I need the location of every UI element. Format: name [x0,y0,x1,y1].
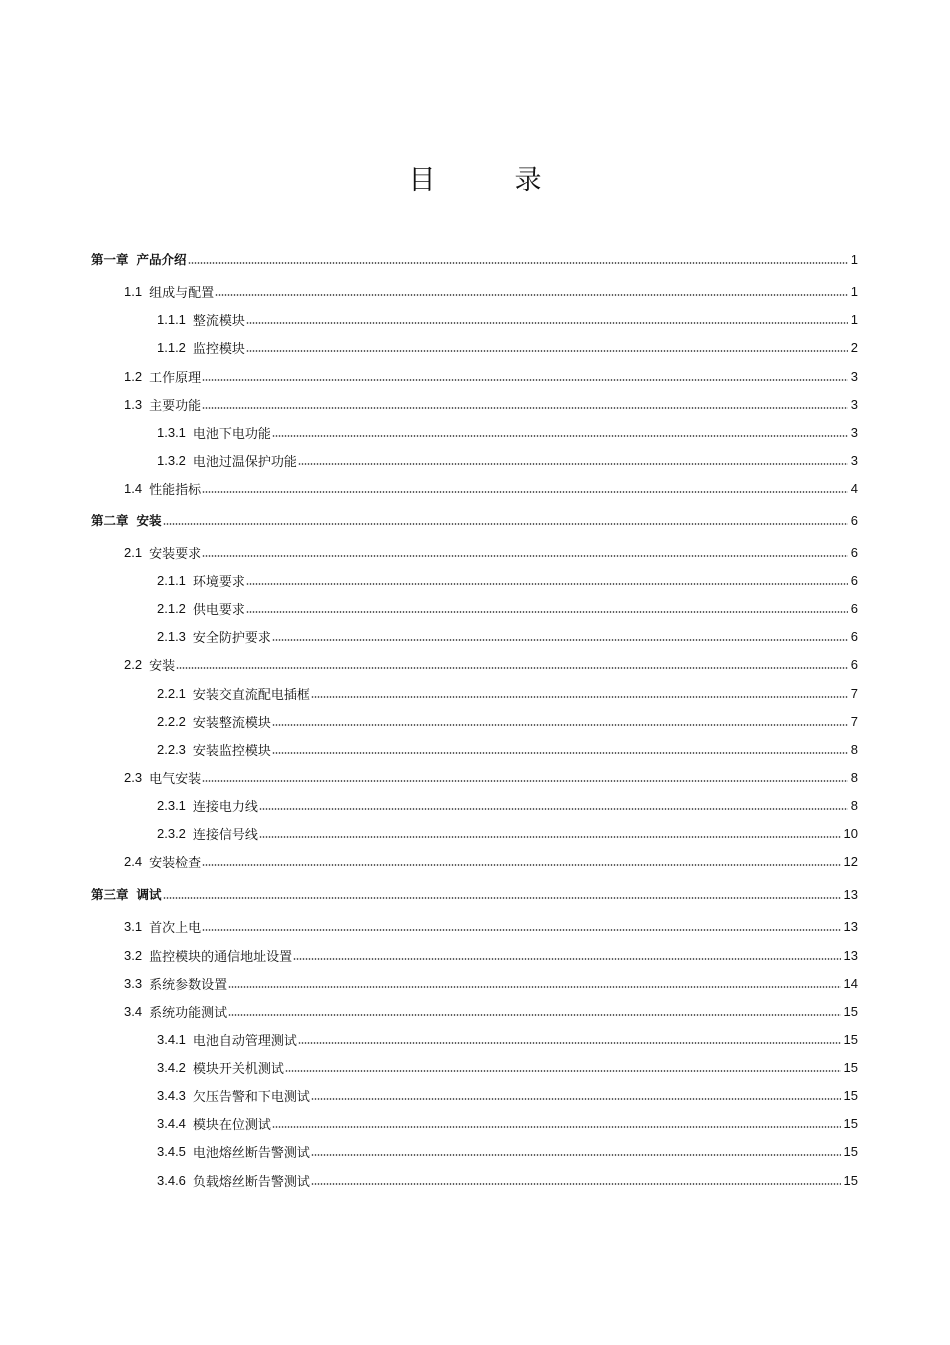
toc-entry-number: 2.3 [124,769,143,785]
dot-leader [188,262,848,264]
toc-entry-title: 安装检查 [149,855,202,871]
toc-entry-title: 安全防护要求 [192,630,271,646]
dot-leader [202,555,848,557]
toc-entry-title: 连接电力线 [192,799,258,815]
dot-leader [163,523,848,525]
dot-leader [272,639,848,641]
dot-leader [259,836,841,838]
toc-entry[interactable] [124,542,858,562]
toc-entry-number: 第一章 [91,253,129,267]
toc-entry[interactable] [124,281,858,301]
toc-entry-number: 3.4.5 [157,1143,186,1159]
toc-entry-title: 电池自动管理测试 [192,1033,297,1049]
toc-entry-number: 1.3.2 [157,452,186,468]
toc-entry-title: 产品介绍 [136,252,187,267]
toc-entry-title: 电气安装 [149,771,202,787]
dot-leader [246,350,848,352]
toc-entry-number: 3.4 [124,1003,143,1019]
dot-leader [311,1183,841,1185]
toc-entry[interactable] [157,1057,858,1077]
toc-page-number: 6 [850,656,858,672]
toc-entry-number: 3.4.1 [157,1031,186,1047]
dot-leader [272,752,848,754]
toc-page-number: 4 [850,480,858,496]
dot-leader [202,407,848,409]
toc-entry[interactable] [157,570,858,590]
toc-page-number: 1 [850,251,858,267]
toc-entry[interactable] [124,394,858,414]
toc-entry-title: 连接信号线 [192,827,258,843]
toc-entry[interactable] [157,598,858,618]
dot-leader [202,864,840,866]
toc-page-number: 3 [850,424,858,440]
toc-entry-number: 第二章 [91,514,129,528]
toc-entry[interactable] [157,739,858,759]
toc-entry-title: 安装整流模块 [192,715,271,731]
toc-entry-title: 安装交直流配电插框 [192,687,310,703]
toc-page-number: 15 [843,1143,858,1159]
dot-leader [202,929,840,931]
toc-page-number: 1 [850,311,858,327]
dot-leader [272,1126,841,1128]
toc-page-number: 15 [843,1003,858,1019]
toc-entry-title: 工作原理 [149,370,202,386]
dot-leader [228,1014,840,1016]
toc-page-number: 8 [850,797,858,813]
toc-page-number: 14 [843,975,858,991]
toc-entry[interactable] [157,823,858,843]
toc-entry-number: 1.2 [124,368,143,384]
toc-page-number: 13 [843,947,858,963]
toc-entry-title: 组成与配置 [149,285,215,301]
toc-entry-number: 2.1.2 [157,600,186,616]
toc-entry[interactable] [124,478,858,498]
toc-entry-title: 主要功能 [149,398,202,414]
toc-page-number: 6 [850,544,858,560]
toc-entry-title: 环境要求 [192,574,245,590]
toc-entry-title: 电池下电功能 [192,426,271,442]
toc-entry[interactable] [157,1113,858,1133]
toc-page-number: 7 [850,685,858,701]
dot-leader [293,958,840,960]
dot-leader [202,780,848,782]
dot-leader [298,1042,841,1044]
toc-entry-title: 监控模块 [192,341,245,357]
page-title: 目 录 [408,165,568,196]
toc-page-number: 1 [850,283,858,299]
toc-entry-number: 第三章 [91,888,129,902]
toc-entry-title: 安装 [149,658,176,674]
toc-entry-number: 2.2 [124,656,143,672]
toc-entry-title: 首次上电 [149,920,202,936]
toc-entry-number: 2.3.1 [157,797,186,813]
toc-page-number: 12 [843,853,858,869]
toc-entry-title: 模块开关机测试 [192,1061,284,1077]
toc-entry[interactable] [124,1001,858,1021]
toc-entry-number: 1.3.1 [157,424,186,440]
toc-entry[interactable] [124,973,858,993]
toc-page-number: 6 [850,628,858,644]
toc-entry-number: 2.1 [124,544,143,560]
toc-entry[interactable] [157,337,858,357]
toc-entry[interactable] [157,309,858,329]
toc-entry-title: 安装监控模块 [192,743,271,759]
dot-leader [228,986,840,988]
dot-leader [272,435,848,437]
toc-entry-number: 3.4.6 [157,1172,186,1188]
toc-page-number: 8 [850,741,858,757]
toc-entry-number: 2.3.2 [157,825,186,841]
toc-entry-number: 3.2 [124,947,143,963]
toc-page-number: 8 [850,769,858,785]
toc-page-number: 13 [843,886,858,902]
toc-entry[interactable] [157,683,858,703]
toc-entry-number: 2.2.1 [157,685,186,701]
toc-entry-title: 调试 [136,887,162,902]
dot-leader [202,379,848,381]
toc-page-number: 15 [843,1087,858,1103]
toc-entry-title: 电池熔丝断告警测试 [192,1145,310,1161]
toc-page-number: 3 [850,452,858,468]
toc-entry[interactable] [124,945,858,965]
toc-entry-number: 3.1 [124,918,143,934]
toc-entry[interactable] [157,795,858,815]
toc-entry[interactable] [157,450,858,470]
dot-leader [246,583,848,585]
dot-leader [285,1070,841,1072]
dot-leader [298,463,848,465]
dot-leader [311,696,848,698]
toc-page-number: 6 [850,572,858,588]
toc-page-number: 7 [850,713,858,729]
dot-leader [246,611,848,613]
toc-entry-title: 安装 [136,513,162,528]
toc-entry[interactable] [157,1141,858,1161]
toc-entry[interactable] [124,851,858,871]
toc-entry-number: 3.4.4 [157,1115,186,1131]
toc-entry-title: 电池过温保护功能 [192,454,297,470]
toc-entry[interactable] [157,1170,858,1190]
toc-entry-number: 2.4 [124,853,143,869]
toc-entry-number: 1.4 [124,480,143,496]
toc-entry[interactable] [157,1085,858,1105]
dot-leader [259,808,848,810]
dot-leader [163,897,841,899]
toc-page-number: 15 [843,1172,858,1188]
toc-entry-number: 2.2.3 [157,741,186,757]
toc-entry-number: 1.3 [124,396,143,412]
toc-page-number: 2 [850,339,858,355]
dot-leader [272,724,848,726]
toc-entry-title: 安装要求 [149,546,202,562]
toc-entry-title: 监控模块的通信地址设置 [149,949,293,965]
dot-leader [311,1154,841,1156]
toc-entry-title: 负载熔丝断告警测试 [192,1174,310,1190]
toc-entry-title: 整流模块 [192,313,245,329]
dot-leader [215,294,848,296]
toc-page-number: 3 [850,396,858,412]
toc-chapter-entry[interactable] [91,884,858,904]
toc-page-number: 15 [843,1031,858,1047]
toc-page-number: 6 [850,512,858,528]
toc-entry[interactable] [157,1029,858,1049]
toc-page-number: 13 [843,918,858,934]
toc-entry[interactable] [157,711,858,731]
dot-leader [246,322,848,324]
toc-entry[interactable] [157,422,858,442]
dot-leader [202,491,848,493]
toc-entry-title: 供电要求 [192,602,245,618]
toc-entry-number: 3.4.2 [157,1059,186,1075]
toc-chapter-entry[interactable] [91,249,858,269]
toc-page-number: 10 [843,825,858,841]
toc-page-number: 15 [843,1115,858,1131]
toc-entry-number: 3.4.3 [157,1087,186,1103]
toc-entry-number: 1.1 [124,283,143,299]
toc-entry[interactable] [124,767,858,787]
toc-entry-number: 2.1.1 [157,572,186,588]
toc-page-number: 3 [850,368,858,384]
toc-entry[interactable] [124,916,858,936]
toc-page-number: 15 [843,1059,858,1075]
toc-entry-number: 1.1.1 [157,311,186,327]
toc-entry-title: 系统功能测试 [149,1005,228,1021]
toc-entry[interactable] [157,626,858,646]
toc-page-number: 6 [850,600,858,616]
toc-entry[interactable] [124,654,858,674]
toc-entry-title: 系统参数设置 [149,977,228,993]
toc-entry-number: 2.1.3 [157,628,186,644]
toc-entry-number: 1.1.2 [157,339,186,355]
toc-entry-number: 3.3 [124,975,143,991]
toc-entry-title: 欠压告警和下电测试 [192,1089,310,1105]
toc-chapter-entry[interactable] [91,510,858,530]
toc-entry-title: 性能指标 [149,482,202,498]
dot-leader [311,1098,841,1100]
toc-entry-title: 模块在位测试 [192,1117,271,1133]
toc-entry-number: 2.2.2 [157,713,186,729]
dot-leader [176,667,848,669]
toc-entry[interactable] [124,366,858,386]
